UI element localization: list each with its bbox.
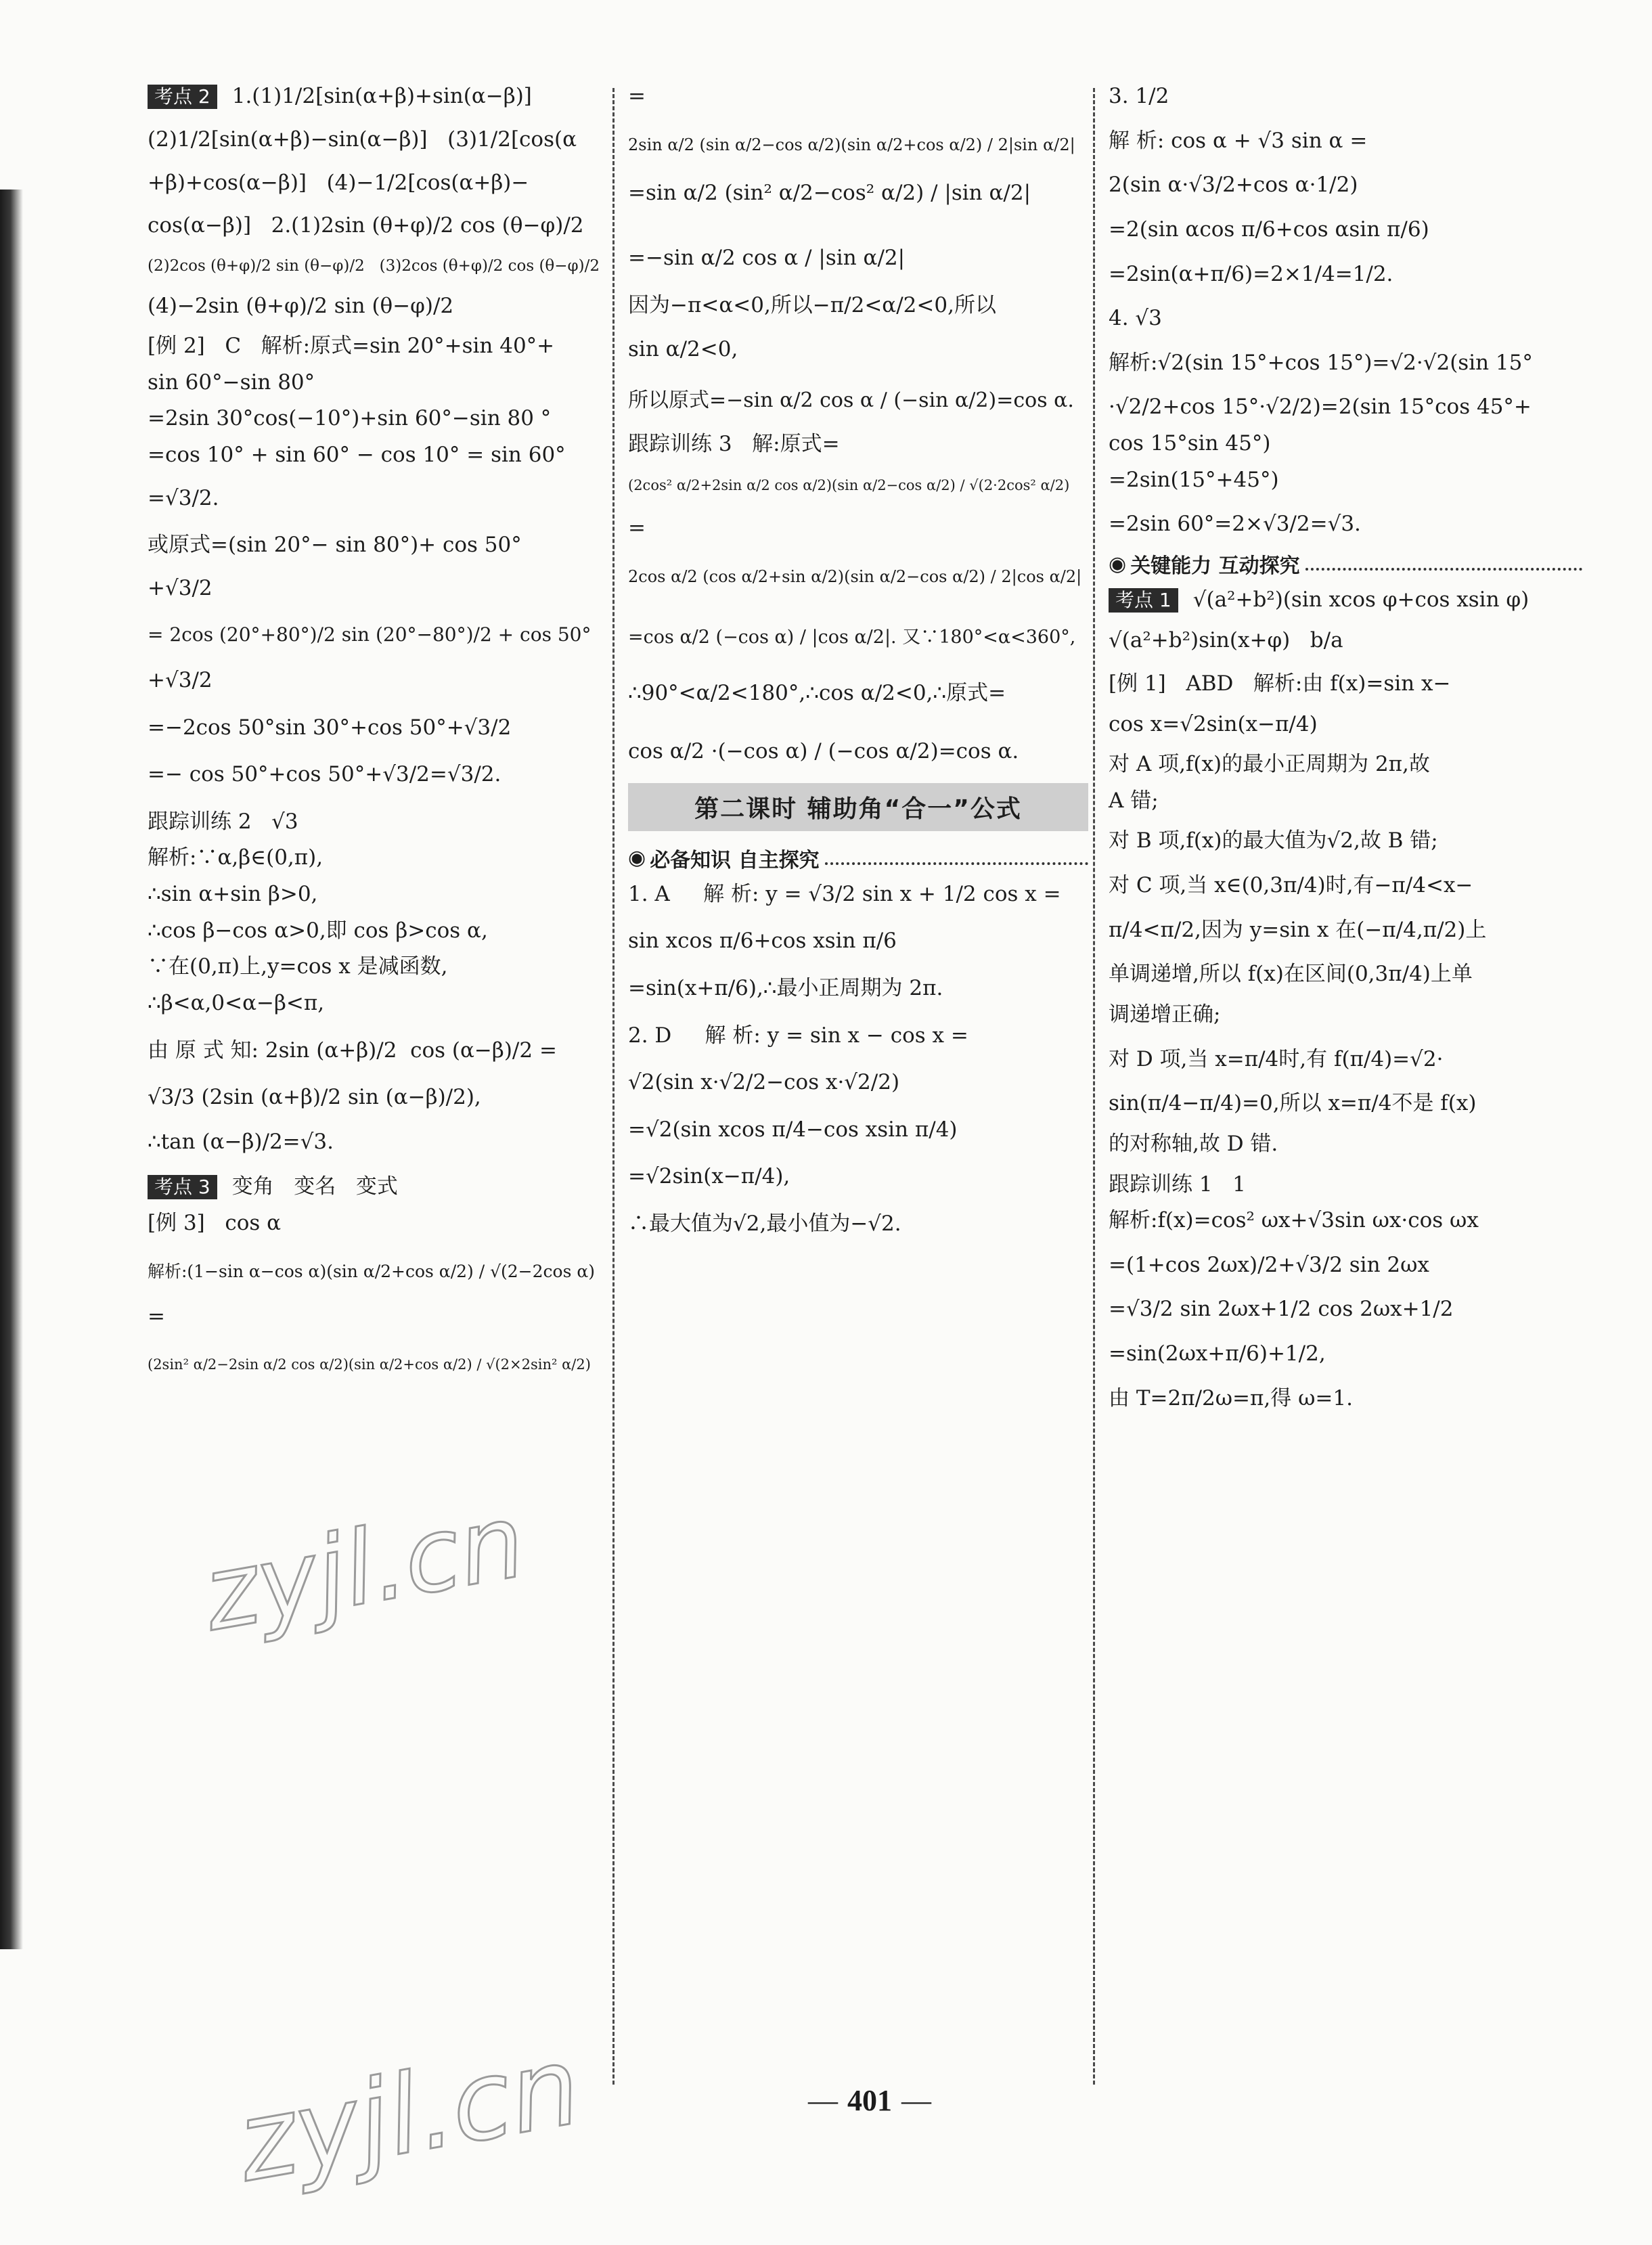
- answer-text: (4)−2sin (θ+φ)/2 sin (θ−φ)/2: [148, 293, 454, 318]
- column-right: [1109, 85, 1582, 1410]
- answer-line: [1109, 874, 1582, 898]
- answer-text: =√3/2 sin 2ωx+1/2 cos 2ωx+1/2: [1109, 1297, 1454, 1322]
- answer-line: [1109, 1209, 1582, 1233]
- answer-line: [148, 294, 602, 319]
- answer-text: 跟踪训练 2 √3: [148, 809, 298, 834]
- answer-line: [1109, 1173, 1582, 1197]
- answer-text: =√2sin(x−π/4),: [628, 1164, 790, 1189]
- answer-text: 变角 变名 变式: [231, 1174, 398, 1199]
- dotted-rule: [825, 851, 1088, 865]
- answer-text: 调递增正确;: [1109, 1002, 1221, 1027]
- answer-text: =√2(sin xcos π/4−cos xsin π/4): [628, 1117, 958, 1142]
- answer-text: =2sin 60°=2×√3/2=√3.: [1109, 512, 1361, 537]
- answer-line: [1109, 962, 1582, 987]
- answer-text: +β)+cos(α−β)] (4)−1/2[cos(α+β)−: [148, 170, 529, 195]
- answer-line: [148, 955, 602, 979]
- answer-text: 解析:√2(sin 15°+cos 15°)=√2·√2(sin 15°: [1109, 350, 1533, 375]
- answer-line: [628, 1118, 1088, 1142]
- answer-line: [628, 682, 1088, 706]
- answer-line: [148, 334, 602, 359]
- answer-text: 1. A 解 析: y = √3/2 sin x + 1/2 cos x =: [628, 881, 1061, 906]
- answer-text: 2cos α/2 (cos α/2+sin α/2)(sin α/2−cos α/2) / 2|cos α/2|: [628, 566, 1082, 586]
- answer-text: +√3/2: [148, 576, 213, 601]
- watermark: zyjl.cn: [195, 1482, 533, 1655]
- answer-text: (2)2cos (θ+φ)/2 sin (θ−φ)/2 (3)2cos (θ+φ)/2 cos (θ−φ)/2: [148, 257, 600, 275]
- answer-line: [628, 883, 1088, 907]
- answer-text: sin xcos π/6+cos xsin π/6: [628, 929, 897, 954]
- answer-line: [628, 516, 1088, 541]
- answer-line: [148, 883, 602, 907]
- answer-line: [148, 257, 602, 275]
- bullet-icon: ◉: [628, 846, 646, 870]
- answer-line: [1109, 512, 1582, 537]
- watermark: zyjl.cn: [228, 2022, 589, 2206]
- answer-text: =: [628, 516, 646, 541]
- answer-line: [628, 294, 1088, 318]
- answer-line: [1109, 1092, 1582, 1116]
- answer-line: [628, 136, 1088, 155]
- bullet-icon: ◉: [1109, 552, 1127, 576]
- answer-line: [148, 1262, 602, 1282]
- section-heading: [628, 843, 1088, 873]
- answer-text: 解析:f(x)=cos² ωx+√3sin ωx·cos ωx: [1109, 1208, 1479, 1233]
- answer-text: ∴90°<α/2<180°,∴cos α/2<0,∴原式=: [628, 681, 1006, 706]
- answer-line: [628, 1071, 1088, 1095]
- answer-text: 对 C 项,当 x∈(0,3π/4)时,有−π/4<x−: [1109, 873, 1473, 898]
- answer-text: 4. √3: [1109, 306, 1162, 331]
- answer-line: [1109, 829, 1582, 853]
- dotted-rule: [1305, 557, 1582, 571]
- answer-text: =2(sin αcos π/6+cos αsin π/6): [1109, 217, 1429, 242]
- answer-line: [628, 477, 1088, 493]
- answer-text: cos 15°sin 45°): [1109, 431, 1271, 456]
- answer-text: 所以原式=−sin α/2 cos α / (−sin α/2)=cos α.: [628, 388, 1074, 412]
- answer-text: √(a²+b²)(sin xcos φ+cos xsin φ): [1192, 587, 1530, 613]
- answer-text: ∴最大值为√2,最小值为−√2.: [628, 1212, 901, 1237]
- answer-line: [628, 1024, 1088, 1048]
- answer-text: =√3/2.: [148, 485, 219, 510]
- column-divider: [612, 88, 615, 2085]
- answer-line: [148, 763, 602, 787]
- answer-text: ∴tan (α−β)/2=√3.: [148, 1129, 334, 1154]
- answer-text: 解 析: cos α + √3 sin α =: [1109, 128, 1368, 153]
- answer-line: [148, 487, 602, 511]
- answer-text: 跟踪训练 3 解:原式=: [628, 432, 840, 457]
- answer-text: 由 原 式 知: 2sin (α+β)/2 cos (α−β)/2 =: [148, 1038, 557, 1063]
- answer-text: 由 T=2π/2ω=π,得 ω=1.: [1109, 1385, 1353, 1410]
- section-heading-text: 关键能力 互动探究: [1130, 554, 1300, 579]
- answer-line: [1109, 432, 1582, 456]
- answer-text: =2sin(15°+45°): [1109, 467, 1279, 492]
- answer-text: ∴sin α+sin β>0,: [148, 882, 318, 907]
- topic-tag: 考点 3: [148, 1175, 217, 1199]
- answer-line: [1109, 1297, 1582, 1322]
- page-number-value: 401: [847, 2084, 892, 2117]
- answer-text: ∴cos β−cos α>0,即 cos β>cos α,: [148, 918, 488, 943]
- answer-line: [148, 85, 602, 109]
- answer-text: A 错;: [1109, 788, 1159, 813]
- answer-line: [148, 669, 602, 693]
- answer-text: ∴β<α,0<α−β<π,: [148, 990, 325, 1015]
- answer-line: [148, 1305, 602, 1329]
- answer-line: [628, 85, 1088, 109]
- answer-line: [1109, 1003, 1582, 1027]
- answer-text: √3/3 (2sin (α+β)/2 sin (α−β)/2),: [148, 1085, 481, 1110]
- answer-text: 解析:∵α,β∈(0,π),: [148, 845, 323, 870]
- answer-line: [628, 568, 1088, 587]
- column-left: [148, 85, 602, 1373]
- page-number: — 401 —: [808, 2084, 931, 2117]
- answer-text: =sin(x+π/6),∴最小正周期为 2π.: [628, 975, 943, 1000]
- answer-line: [1109, 713, 1582, 737]
- answer-text: cos(α−β)] 2.(1)2sin (θ+φ)/2 cos (θ−φ)/2: [148, 213, 584, 238]
- answer-text: ·√2/2+cos 15°·√2/2)=2(sin 15°cos 45°+: [1109, 395, 1532, 420]
- answer-line: [628, 338, 1088, 362]
- answer-text: =−2cos 50°sin 30°+cos 50°+√3/2: [148, 715, 512, 740]
- answer-text: =: [148, 1304, 165, 1329]
- section-heading: [1109, 549, 1582, 579]
- answer-text: sin 60°−sin 80°: [148, 370, 315, 395]
- answer-text: 的对称轴,故 D 错.: [1109, 1131, 1278, 1156]
- answer-line: [628, 627, 1088, 648]
- answer-line: [1109, 173, 1582, 198]
- answer-line: [148, 624, 602, 646]
- answer-line: [1109, 1342, 1582, 1366]
- answer-line: [148, 716, 602, 740]
- answer-text: =sin(2ωx+π/6)+1/2,: [1109, 1341, 1326, 1366]
- answer-text: cos α/2 ·(−cos α) / (−cos α/2)=cos α.: [628, 739, 1019, 763]
- answer-text: =(1+cos 2ωx)/2+√3/2 sin 2ωx: [1109, 1252, 1429, 1277]
- answer-line: [1109, 672, 1582, 696]
- answer-text: 对 A 项,f(x)的最小正周期为 2π,故: [1109, 752, 1430, 777]
- answer-line: [628, 432, 1088, 457]
- answer-text: (2)1/2[sin(α+β)−sin(α−β)] (3)1/2[cos(α: [148, 127, 577, 152]
- answer-line: [628, 246, 1088, 271]
- lesson-banner: 第二课时 辅助角“合一”公式: [628, 783, 1088, 831]
- answer-text: 对 D 项,当 x=π/4时,有 f(π/4)=√2·: [1109, 1046, 1444, 1071]
- answer-line: [1109, 753, 1582, 777]
- answer-text: [例 2] C 解析:原式=sin 20°+sin 40°+: [148, 334, 555, 359]
- answer-line: [148, 407, 602, 431]
- answer-line: [1109, 918, 1582, 943]
- answer-line: [628, 181, 1088, 206]
- answer-line: [148, 1039, 602, 1063]
- answer-line: [628, 389, 1088, 413]
- answer-text: =: [628, 84, 646, 108]
- answer-line: [1109, 789, 1582, 814]
- answer-text: =−sin α/2 cos α / |sin α/2|: [628, 245, 906, 270]
- answer-text: 2. D 解 析: y = sin x − cos x =: [628, 1023, 968, 1048]
- answer-line: [148, 919, 602, 943]
- answer-line: [148, 128, 602, 152]
- answer-text: 因为−π<α<0,所以−π/2<α/2<0,所以: [628, 292, 996, 317]
- answer-text: 解析:(1−sin α−cos α)(sin α/2+cos α/2) / √(2−2cos α): [148, 1262, 595, 1282]
- answer-text: =2sin 30°cos(−10°)+sin 60°−sin 80 °: [148, 406, 552, 431]
- topic-tag: 考点 2: [148, 85, 217, 109]
- answer-line: [148, 533, 602, 558]
- answer-line: [628, 1212, 1088, 1237]
- answer-line: [148, 577, 602, 601]
- answer-text: 2(sin α·√3/2+cos α·1/2): [1109, 173, 1358, 198]
- answer-text: 或原式=(sin 20°− sin 80°)+ cos 50°: [148, 533, 522, 558]
- answer-text: 1.(1)1/2[sin(α+β)+sin(α−β)]: [231, 84, 532, 109]
- answer-text: ∵在(0,π)上,y=cos x 是减函数,: [148, 954, 448, 979]
- answer-line: [148, 846, 602, 870]
- answer-text: √(a²+b²)sin(x+φ) b/a: [1109, 628, 1343, 653]
- answer-line: [1109, 588, 1582, 613]
- answer-line: [1109, 351, 1582, 376]
- answer-line: [148, 1175, 602, 1199]
- answer-line: [1109, 85, 1582, 109]
- answer-line: [1109, 129, 1582, 154]
- answer-text: cos x=√2sin(x−π/4): [1109, 711, 1318, 736]
- answer-text: =cos 10° + sin 60° − cos 10° = sin 60°: [148, 443, 566, 468]
- answer-line: [148, 371, 602, 395]
- answer-line: [1109, 468, 1582, 493]
- answer-text: [例 3] cos α: [148, 1210, 282, 1235]
- answer-line: [148, 443, 602, 468]
- answer-line: [1109, 1387, 1582, 1411]
- answer-line: [1109, 263, 1582, 287]
- topic-tag: 考点 1: [1109, 588, 1178, 613]
- answer-line: [148, 1212, 602, 1236]
- answer-line: [148, 1086, 602, 1110]
- section-heading-text: 必备知识 自主探究: [650, 848, 820, 872]
- answer-text: π/4<π/2,因为 y=sin x 在(−π/4,π/2)上: [1109, 917, 1487, 942]
- answer-text: sin α/2<0,: [628, 337, 738, 362]
- answer-text: 跟踪训练 1 1: [1109, 1172, 1246, 1197]
- answer-line: [628, 1165, 1088, 1189]
- answer-text: 2sin α/2 (sin α/2−cos α/2)(sin α/2+cos α/2) / 2|sin α/2|: [628, 135, 1075, 154]
- answer-text: 单调递增,所以 f(x)在区间(0,3π/4)上单: [1109, 962, 1473, 987]
- answer-line: [148, 810, 602, 835]
- answer-line: [148, 171, 602, 196]
- answer-line: [1109, 395, 1582, 420]
- answer-line: [148, 214, 602, 238]
- answer-text: 对 B 项,f(x)的最大值为√2,故 B 错;: [1109, 828, 1438, 853]
- answer-text: =− cos 50°+cos 50°+√3/2=√3/2.: [148, 762, 501, 787]
- column-divider: [1093, 88, 1095, 2085]
- answer-line: [1109, 307, 1582, 331]
- answer-line: [628, 929, 1088, 954]
- answer-text: =cos α/2 (−cos α) / |cos α/2|. 又∵180°<α<360°,: [628, 627, 1076, 648]
- answer-text: (2sin² α/2−2sin α/2 cos α/2)(sin α/2+cos α/2) / √(2×2sin² α/2): [148, 1356, 591, 1373]
- answer-text: sin(π/4−π/4)=0,所以 x=π/4不是 f(x): [1109, 1091, 1477, 1116]
- answer-line: [628, 740, 1088, 764]
- answer-text: (2cos² α/2+2sin α/2 cos α/2)(sin α/2−cos α/2) / √(2·2cos² α/2): [628, 476, 1070, 493]
- answer-text: 3. 1/2: [1109, 84, 1169, 108]
- answer-line: [628, 977, 1088, 1001]
- answer-line: [148, 992, 602, 1016]
- answer-text: =2sin(α+π/6)=2×1/4=1/2.: [1109, 261, 1393, 286]
- answer-line: [148, 1130, 602, 1155]
- answer-line: [148, 1356, 602, 1373]
- answer-text: [例 1] ABD 解析:由 f(x)=sin x−: [1109, 671, 1451, 696]
- answer-line: [1109, 218, 1582, 242]
- answer-text: √2(sin x·√2/2−cos x·√2/2): [628, 1070, 900, 1095]
- answer-line: [1109, 629, 1582, 653]
- answer-line: [1109, 1048, 1582, 1072]
- answer-text: =sin α/2 (sin² α/2−cos² α/2) / |sin α/2|: [628, 181, 1031, 206]
- binding-edge: [0, 190, 23, 1949]
- answer-line: [1109, 1253, 1582, 1278]
- column-middle: [628, 85, 1088, 1237]
- answer-line: [1109, 1132, 1582, 1157]
- answer-text: = 2cos (20°+80°)/2 sin (20°−80°)/2 + cos 50°: [148, 623, 591, 646]
- answer-text: +√3/2: [148, 667, 213, 692]
